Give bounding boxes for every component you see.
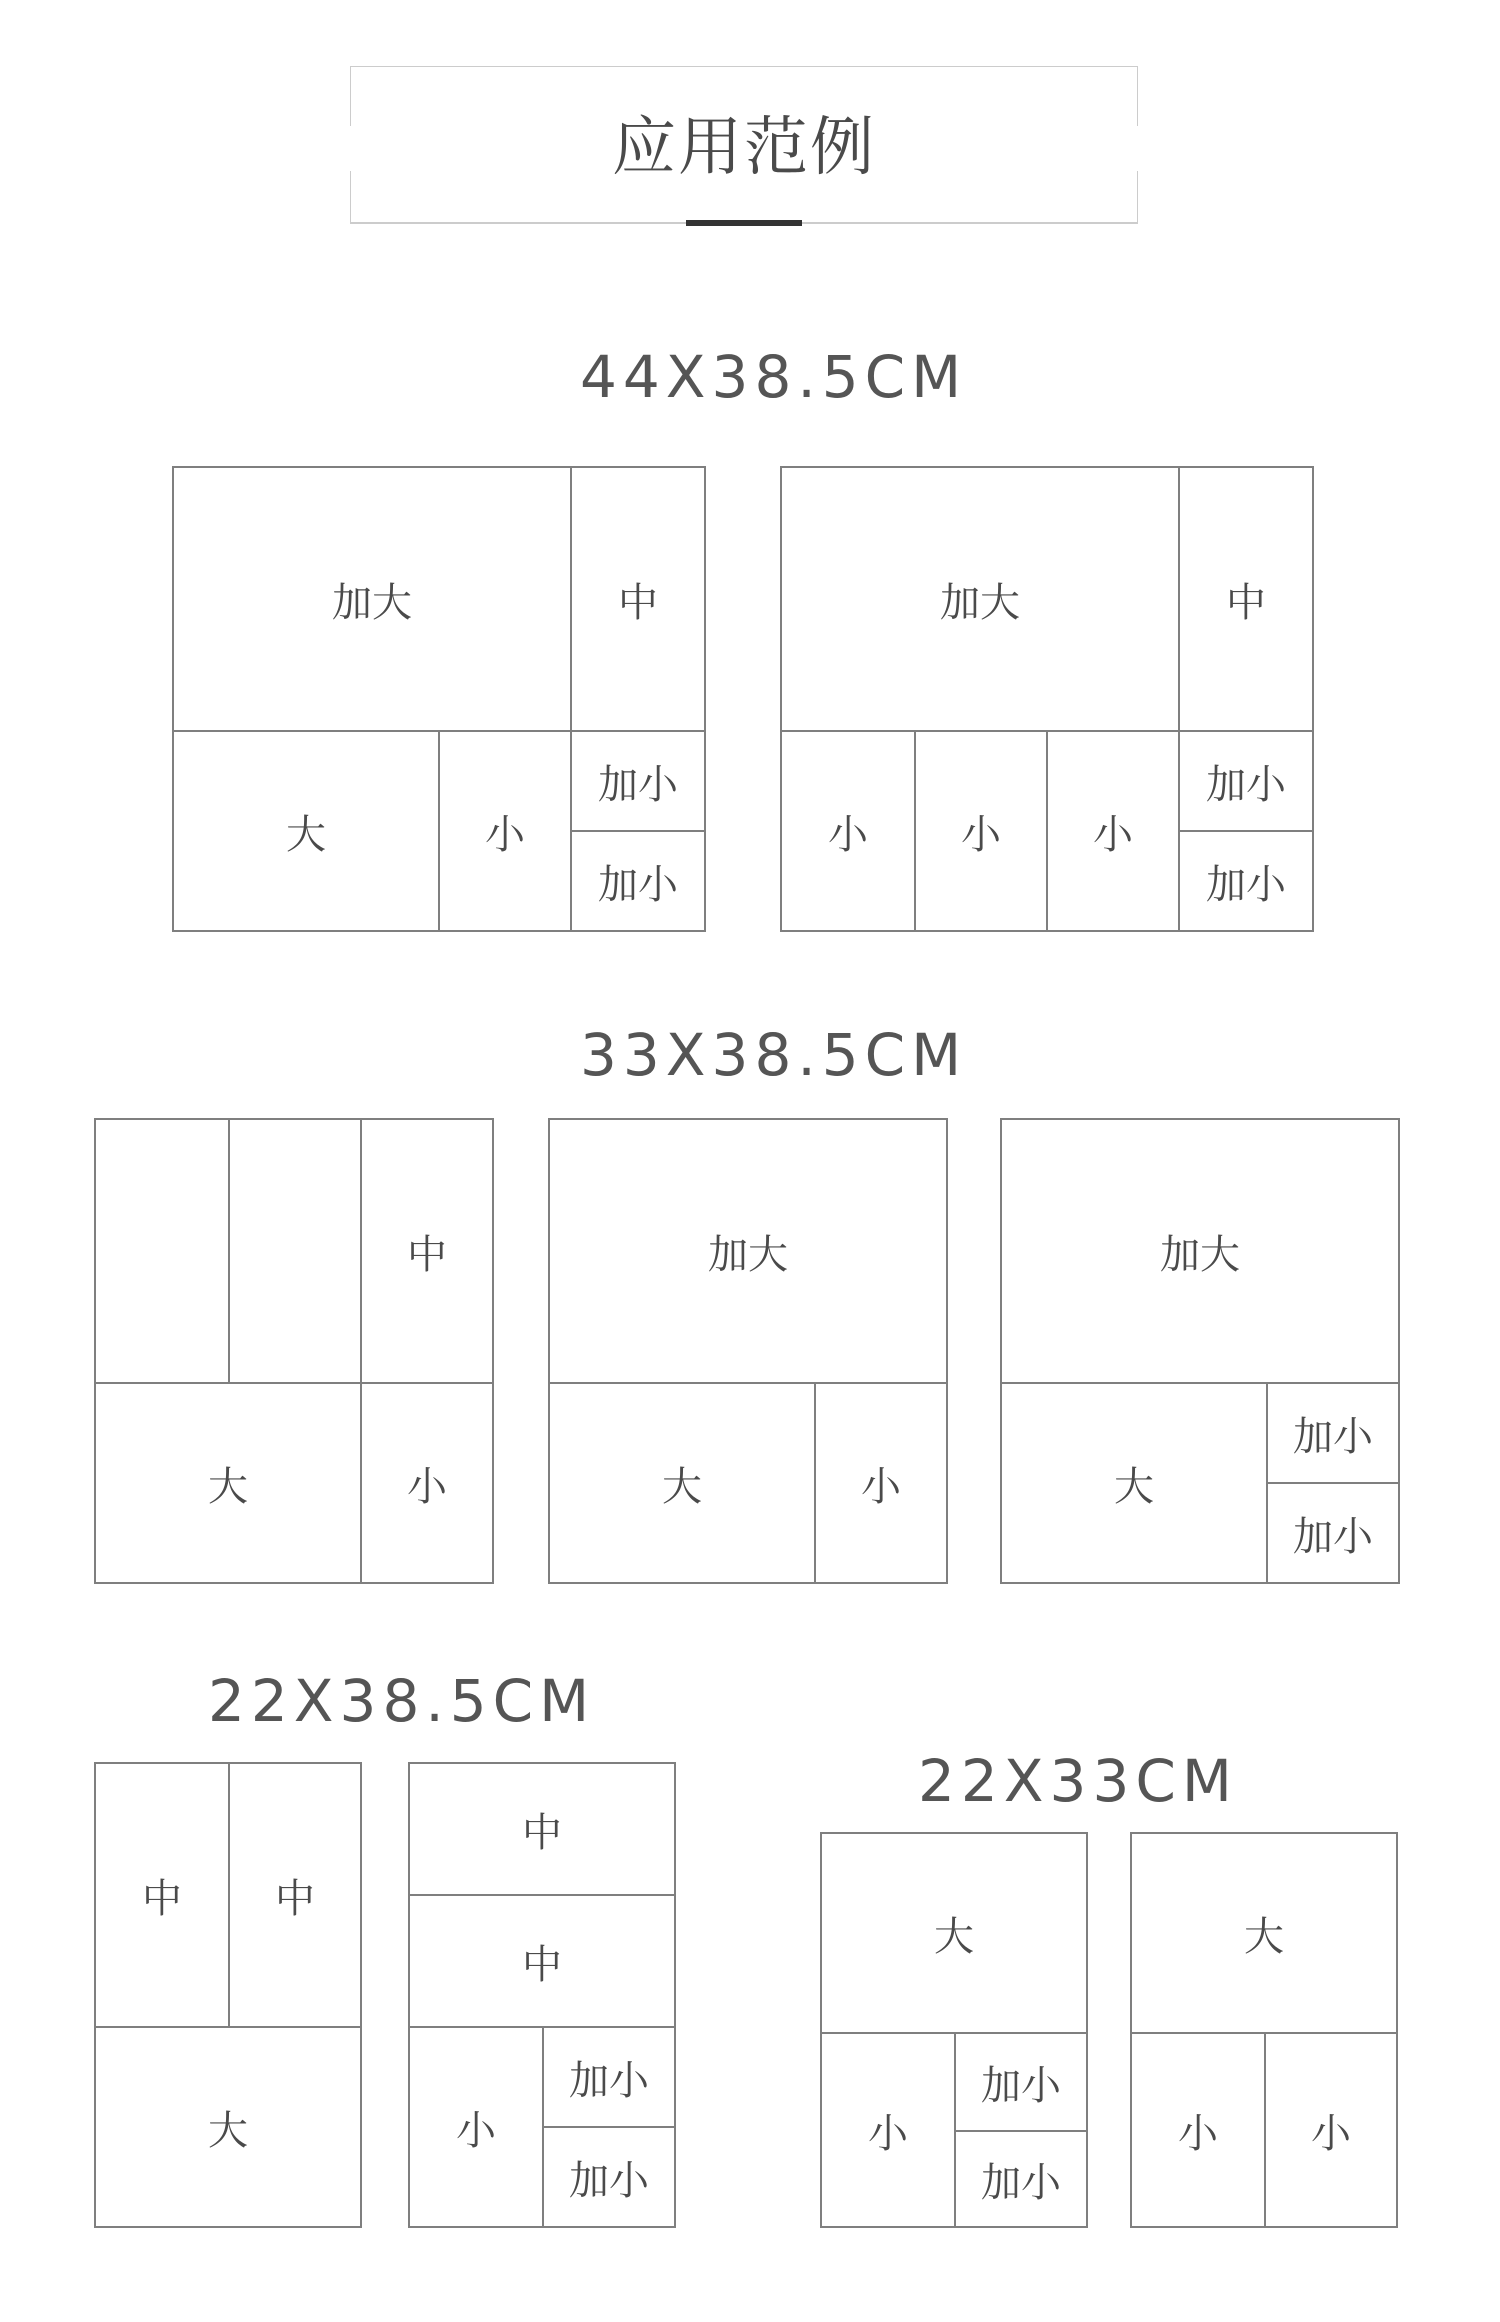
layout-44x38.5-b [780,466,1314,932]
compartment-small: 小 [1130,2032,1266,2228]
compartment-small: 小 [408,2026,544,2228]
layout-33x38.5-b [548,1118,948,1584]
layout-44x38.5-a [172,466,706,932]
compartment-extra-small: 加小 [542,2026,676,2128]
compartment-small: 小 [1046,730,1180,932]
compartment-small: 小 [780,730,916,932]
compartment-small: 小 [438,730,572,932]
compartment-extra-large: 加大 [1000,1118,1400,1384]
compartment-medium: 中 [408,1762,676,1896]
compartment-small: 小 [360,1382,494,1584]
compartment-large: 大 [94,1382,362,1584]
compartment-empty [228,1118,362,1384]
page-title: 应用范例 [612,111,876,185]
compartment-extra-small: 加小 [570,830,706,932]
compartment-extra-small: 加小 [954,2130,1088,2228]
section-label-44x38.5: 44X38.5CM [580,343,968,411]
compartment-medium: 中 [570,466,706,732]
compartment-extra-small: 加小 [1266,1382,1400,1484]
compartment-extra-small: 加小 [1178,830,1314,932]
compartment-medium: 中 [1178,466,1314,732]
compartment-extra-small: 加小 [570,730,706,832]
compartment-extra-small: 加小 [542,2126,676,2228]
layout-22x38.5-a [94,1762,362,2228]
compartment-extra-small: 加小 [954,2032,1088,2132]
layout-33x38.5-a [94,1118,494,1584]
compartment-small: 小 [1264,2032,1398,2228]
compartment-small: 小 [914,730,1048,932]
section-label-22x38.5: 22X38.5CM [208,1667,596,1735]
compartment-medium: 中 [94,1762,230,2028]
section-title-frame [350,66,1138,224]
compartment-extra-large: 加大 [172,466,572,732]
section-label-33x38.5: 33X38.5CM [580,1021,968,1089]
compartment-small: 小 [820,2032,956,2228]
layout-22x33-a [820,1832,1088,2228]
layout-33x38.5-c [1000,1118,1400,1584]
compartment-large: 大 [172,730,440,932]
compartment-extra-small: 加小 [1266,1482,1400,1584]
compartment-medium: 中 [360,1118,494,1384]
compartment-empty [94,1118,230,1384]
compartment-large: 大 [548,1382,816,1584]
compartment-large: 大 [820,1832,1088,2034]
compartment-extra-small: 加小 [1178,730,1314,832]
compartment-extra-large: 加大 [548,1118,948,1384]
compartment-medium: 中 [228,1762,362,2028]
compartment-extra-large: 加大 [780,466,1180,732]
section-label-22x33: 22X33CM [918,1747,1238,1815]
compartment-large: 大 [94,2026,362,2228]
layout-22x38.5-b [408,1762,676,2228]
compartment-large: 大 [1130,1832,1398,2034]
title-underline [686,220,802,226]
compartment-large: 大 [1000,1382,1268,1584]
compartment-medium: 中 [408,1894,676,2028]
layout-22x33-b [1130,1832,1398,2228]
compartment-small: 小 [814,1382,948,1584]
